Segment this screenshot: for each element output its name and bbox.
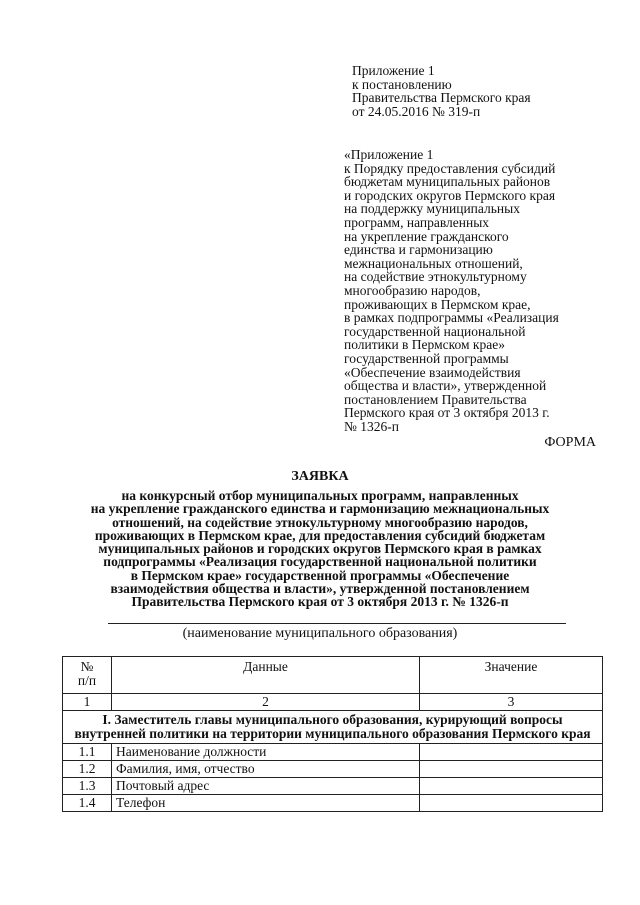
- subtitle-line: подпрограммы «Реализация государственной национальной политики: [103, 554, 537, 570]
- appendix-reference: [344, 148, 559, 433]
- reference-line: № 1326-п: [344, 418, 399, 434]
- section-title: I. Заместитель главы муниципального образования, курирующий вопросы внутренней политики на территории муниципального образования Пермского края: [63, 711, 603, 744]
- reference-line: на поддержку муниципальных: [344, 201, 520, 217]
- form-label: ФОРМА: [544, 435, 596, 450]
- row-number: 1.2: [63, 761, 112, 778]
- reference-line: общества и власти», утвержденной: [344, 378, 547, 394]
- subtitle-line: Правительства Пермского края от 3 октября 2013 г. № 1326-п: [131, 594, 509, 610]
- reference-line: Пермского края от 3 октября 2013 г.: [344, 405, 550, 421]
- reference-line: бюджетам муниципальных районов: [344, 174, 551, 190]
- document-title: ЗАЯВКА: [291, 469, 349, 484]
- reference-line: на содействие этнокультурному: [344, 269, 527, 285]
- reference-line: к Порядку предоставления субсидий: [344, 160, 556, 176]
- municipality-name-line[interactable]: [108, 623, 566, 624]
- subtitle-line: на конкурсный отбор муниципальных программ, направленных: [121, 488, 519, 503]
- reference-line: единства и гармонизацию: [344, 242, 493, 258]
- column-number: 2: [112, 694, 420, 711]
- column-number-row: [63, 694, 603, 711]
- table-row: [63, 761, 603, 778]
- reference-line: политики в Пермском крае»: [344, 337, 505, 353]
- row-label: Фамилия, имя, отчество: [112, 761, 420, 778]
- row-value-cell[interactable]: [420, 795, 603, 812]
- header-data: Данные: [112, 657, 420, 694]
- table-row: [63, 795, 603, 812]
- subtitle-line: взаимодействия общества и власти», утвержденной постановлением: [110, 581, 530, 597]
- reference-line: государственной программы: [344, 350, 509, 366]
- reference-line: межнациональных отношений,: [344, 255, 523, 271]
- subtitle-line: муниципальных районов и городских округов Пермского края в рамках: [98, 541, 542, 557]
- row-number: 1.1: [63, 744, 112, 761]
- table-row: [63, 778, 603, 795]
- row-number: 1.4: [63, 795, 112, 812]
- appendix-line: к постановлению: [352, 76, 452, 92]
- table-row: [63, 744, 603, 761]
- municipality-name-caption: (наименование муниципального образования): [182, 626, 458, 641]
- row-value-cell[interactable]: [420, 778, 603, 795]
- reference-line: многообразию народов,: [344, 282, 481, 298]
- row-label: Телефон: [112, 795, 420, 812]
- reference-line: постановлением Правительства: [344, 391, 527, 407]
- header-value: Значение: [420, 657, 603, 694]
- table-header-row: [63, 657, 603, 694]
- row-number: 1.3: [63, 778, 112, 795]
- appendix-line: Правительства Пермского края: [352, 90, 531, 106]
- reference-line: государственной национальной: [344, 323, 526, 339]
- appendix-header: [352, 64, 531, 118]
- header-number-sign: №: [80, 659, 94, 674]
- row-value-cell[interactable]: [420, 761, 603, 778]
- subtitle-line: отношений, на содействие этнокультурному многообразию народов,: [112, 514, 528, 530]
- subtitle-line: в Пермском крае» государственной программы «Обеспечение: [130, 567, 510, 583]
- column-number: 3: [420, 694, 603, 711]
- reference-line: проживающих в Пермском крае,: [344, 296, 531, 312]
- row-label: Наименование должности: [112, 744, 420, 761]
- section-row: [63, 711, 603, 744]
- reference-line: в рамках подпрограммы «Реализация: [344, 310, 559, 326]
- appendix-line: от 24.05.2016 № 319-п: [352, 103, 481, 119]
- subtitle-line: проживающих в Пермском крае, для предоставления субсидий бюджетам: [94, 527, 546, 543]
- row-label: Почтовый адрес: [112, 778, 420, 795]
- row-value-cell[interactable]: [420, 744, 603, 761]
- reference-line: и городских округов Пермского края: [344, 187, 556, 203]
- reference-line: «Приложение 1: [344, 147, 434, 162]
- reference-line: «Обеспечение взаимодействия: [344, 364, 521, 380]
- subtitle-line: на укрепление гражданского единства и гармонизацию межнациональных: [90, 501, 550, 517]
- reference-line: на укрепление гражданского: [344, 228, 509, 244]
- header-number-abbr: п/п: [77, 673, 97, 688]
- reference-line: программ, направленных: [344, 214, 490, 230]
- header-number: [63, 657, 112, 694]
- document-subtitle: [40, 489, 600, 609]
- appendix-line: Приложение 1: [352, 63, 435, 78]
- column-number: 1: [63, 694, 112, 711]
- application-table: [62, 656, 603, 812]
